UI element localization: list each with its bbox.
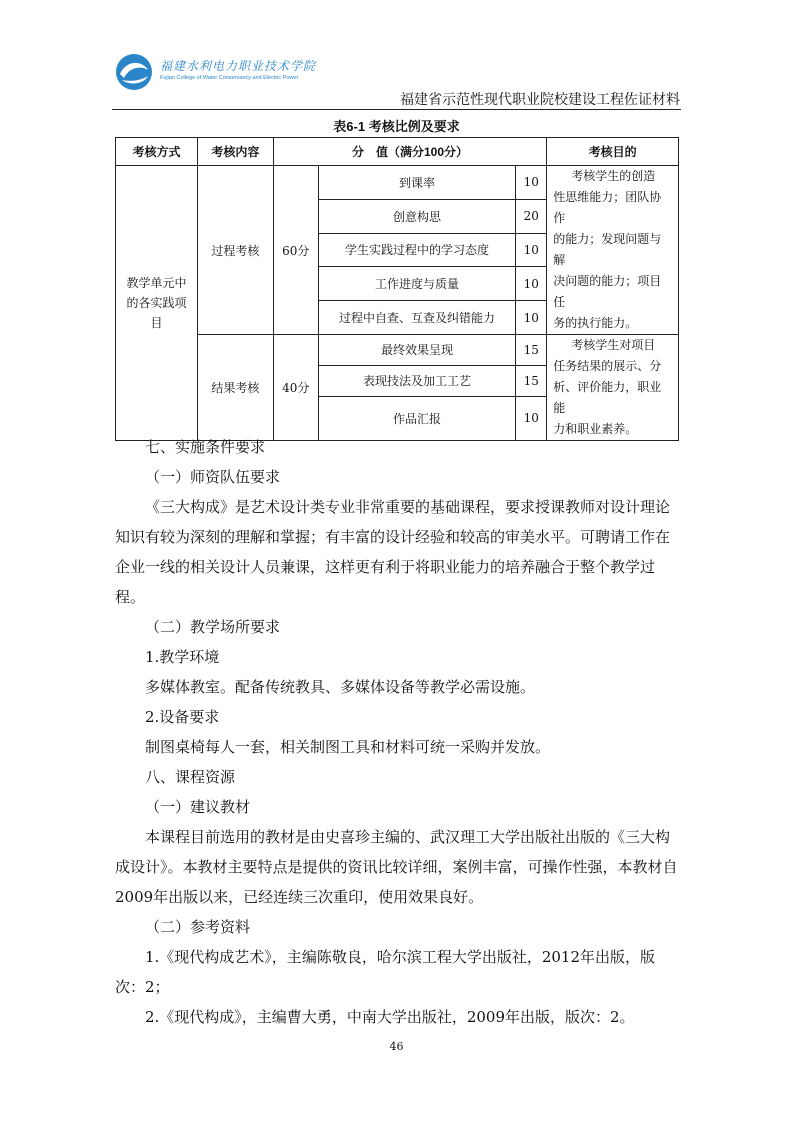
item-name: 创意构思	[318, 199, 516, 233]
item-points: 15	[516, 335, 547, 366]
item-name: 工作进度与质量	[318, 267, 516, 301]
subsection-heading: （一）建议教材	[145, 798, 251, 816]
item-name: 到课率	[318, 166, 516, 200]
purpose-line: 力和职业素养。	[553, 422, 638, 436]
item-points: 10	[516, 233, 547, 267]
purpose-line: 任务结果的展示、分	[553, 359, 662, 373]
header-divider	[112, 109, 681, 110]
item-name: 过程中自查、互查及纠错能力	[318, 301, 516, 335]
item-points: 20	[516, 199, 547, 233]
header-purpose: 考核目的	[547, 138, 679, 166]
item-points: 10	[516, 396, 547, 440]
paragraph: 本课程目前选用的教材是由史喜珍主编的、武汉理工大学出版社出版的《三大构成设计》。本教材主要特点是提供的资讯比较详细，案例丰富，可操作性强，本教材自2009年出版以来，已经连续三次重印，使用效果良好。	[115, 828, 678, 906]
school-name-en: Fujian College of Water Conservancy and Electric Power	[160, 75, 299, 81]
item-heading: 1.教学环境	[145, 648, 220, 666]
item-name: 学生实践过程中的学习态度	[318, 233, 516, 267]
item-points: 15	[516, 365, 547, 396]
purpose-line: 性思维能力；团队协作	[553, 190, 662, 225]
item-heading: 2.设备要求	[145, 708, 220, 726]
table-header-row	[116, 138, 679, 166]
purpose-line: 务的执行能力。	[553, 316, 638, 330]
school-name: 福建水利电力职业技术学院	[160, 59, 317, 73]
subsection-heading: （二）教学场所要求	[145, 618, 281, 636]
table-row	[116, 166, 679, 200]
purpose-line: 考核学生对项目	[571, 338, 656, 352]
item-name: 最终效果呈现	[318, 335, 516, 366]
header-score: 分 值（满分100分）	[273, 138, 546, 166]
header-method: 考核方式	[116, 138, 198, 166]
paragraph: 制图桌椅每人一套，相关制图工具和材料可统一采购并发放。	[145, 738, 551, 756]
paragraph: 多媒体教室。配备传统教具、多媒体设备等教学必需设施。	[145, 678, 536, 696]
reference-item: 2.《现代构成》，主编曹大勇，中南大学出版社，2009年出版，版次：2。	[145, 1008, 635, 1026]
purpose-line: 析、评价能力，职业能	[553, 380, 662, 415]
document-header-title: 福建省示范性现代职业院校建设工程佐证材料	[400, 91, 680, 107]
purpose-line: 决问题的能力；项目任	[553, 274, 662, 309]
item-name: 作品汇报	[318, 396, 516, 440]
result-purpose	[547, 335, 679, 441]
reference-item: 1.《现代构成艺术》，主编陈敬良，哈尔滨工程大学出版社，2012年出版，版次：2；	[115, 948, 655, 996]
paragraph: 《三大构成》是艺术设计类专业非常重要的基础课程，要求授课教师对设计理论知识有较为深刻的理解和掌握；有丰富的设计经验和较高的审美水平。可聘请工作在企业一线的相关设计人员兼课，这样更有利于将职业能力的培养融合于整个教学过程。	[115, 498, 671, 606]
result-score: 40分	[273, 335, 318, 441]
header-content: 考核内容	[197, 138, 273, 166]
assessment-method	[116, 166, 198, 441]
table-caption: 表6-1 考核比例及要求	[333, 119, 460, 134]
process-purpose	[547, 166, 679, 335]
document-body	[115, 432, 681, 1032]
table-row	[116, 335, 679, 366]
process-content: 过程考核	[197, 166, 273, 335]
subsection-heading: （二）参考资料	[145, 918, 251, 936]
page-number: 46	[389, 1040, 404, 1053]
item-points: 10	[516, 267, 547, 301]
purpose-line: 考核学生的创造	[571, 169, 656, 183]
section-heading: 七、实施条件要求	[145, 438, 266, 456]
process-score: 60分	[273, 166, 318, 335]
subsection-heading: （一）师资队伍要求	[145, 468, 281, 486]
section-heading: 八、课程资源	[145, 768, 236, 786]
result-content: 结果考核	[197, 335, 273, 441]
item-points: 10	[516, 166, 547, 200]
item-points: 10	[516, 301, 547, 335]
method-text: 教学单元中的各实践项目	[126, 276, 187, 330]
purpose-line: 的能力；发现问题与解	[553, 232, 662, 267]
assessment-table	[115, 137, 679, 441]
item-name: 表现技法及加工工艺	[318, 365, 516, 396]
